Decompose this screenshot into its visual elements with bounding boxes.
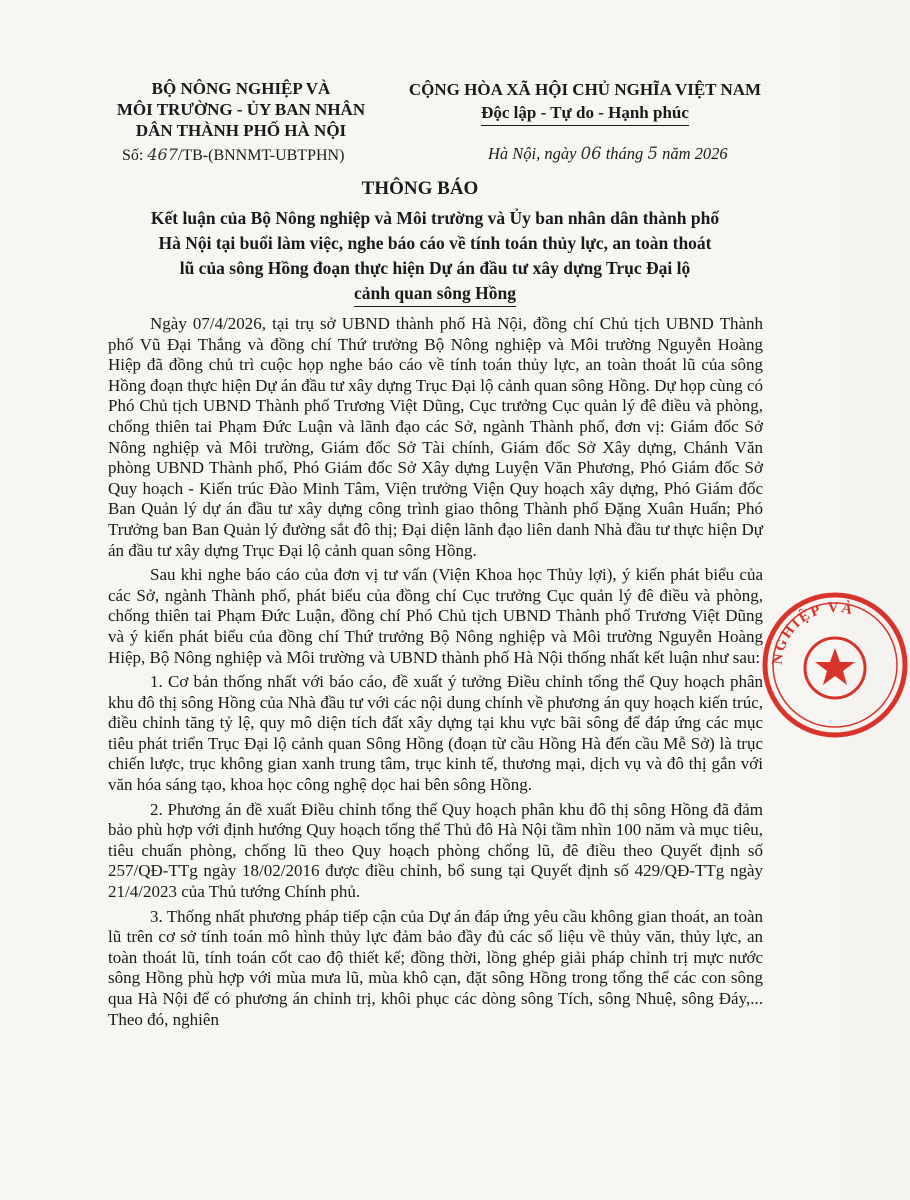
seal-text: NGHIỆP VÀ <box>769 599 856 666</box>
body-paragraph: 2. Phương án đề xuất Điều chỉnh tổng thể Quy hoạch phân khu đô thị sông Hồng đã đảm bảo phù hợp với định hướng Quy hoạch tổng thể Thủ đô Hà Nội tầm nhìn 100 năm và mục tiêu, tiêu chuẩn phòng, chống lũ theo Quy hoạch phòng chống lũ, đê điều theo Quyết định số 257/QĐ-TTg ngày 18/02/2016 được điều chỉnh, bổ sung tại Quyết định số 429/QĐ-TTg ngày 21/4/2023 của Thủ tướng Chính phủ. <box>108 799 763 902</box>
body-paragraph: Ngày 07/4/2026, tại trụ sở UBND thành phố Hà Nội, đồng chí Chủ tịch UBND Thành phố Vũ Đại Thắng và đồng chí Thứ trưởng Bộ Nông nghiệp và Môi trường Nguyễn Hoàng Hiệp đã đồng chủ trì cuộc họp nghe báo cáo về tính toán thủy lực, an toàn thoát lũ của sông Hồng đoạn thực hiện Dự án đầu tư xây dựng Trục Đại lộ cảnh quan sông Hồng. Dự họp cùng có Phó Chủ tịch UBND Thành phố Trương Việt Dũng, Cục trưởng Cục quản lý đê điều và phòng, chống thiên tai Phạm Đức Luận và lãnh đạo các Sở, ngành Thành phố, đơn vị: Giám đốc Sở Nông nghiệp và Môi trường, Giám đốc Sở Tài chính, Giám đốc Sở Xây dựng, Chánh Văn phòng UBND Thành phố, Phó Giám đốc Sở Xây dựng Luyện Văn Phương, Phó Giám đốc Sở Quy hoạch - Kiến trúc Đào Minh Tâm, Viện trưởng Viện Quy hoạch xây dựng, Phó Giám đốc Ban Quản lý dự án đầu tư xây dựng công trình giao thông Thành phố Đặng Xuân Huấn; Phó Trưởng ban Ban Quản lý đường sắt đô thị; Đại diện lãnh đạo liên danh Nhà đầu tư thực hiện Dự án đầu tư xây dựng Trục Đại lộ cảnh quan sông Hồng. <box>108 314 763 560</box>
subtitle-line: lũ của sông Hồng đoạn thực hiện Dự án đầu tư xây dựng Trục Đại lộ <box>179 258 691 278</box>
subtitle-line: Hà Nội tại buổi làm việc, nghe báo cáo về tính toán thủy lực, an toàn thoát <box>158 233 712 253</box>
date-year: năm 2026 <box>662 144 728 163</box>
national-motto: Độc lập - Tự do - Hạnh phúc <box>481 101 689 126</box>
body-paragraph: 1. Cơ bản thống nhất với báo cáo, đề xuất ý tưởng Điều chỉnh tổng thể Quy hoạch phân khu đô thị sông Hồng của Nhà đầu tư với các nội dung chính về phương án quy hoạch kiến trúc, điều chỉnh tăng tỷ lệ, quy mô diện tích đất xây dựng tại khu vực bãi sông để đáp ứng các mục tiêu phát triển Trục Đại lộ cảnh quan Sông Hồng (đoạn từ cầu Hồng Hà đến cầu Mễ Sở) là trục chiến lược, trục không gian xanh trung tâm, trục kinh tế, thương mại, dịch vụ và đô thị gắn với văn hóa sáng tạo, khoa học công nghệ dọc hai bên sông Hồng. <box>108 672 763 795</box>
document-subtitle <box>110 206 760 307</box>
body-paragraph: 3. Thống nhất phương pháp tiếp cận của Dự án đáp ứng yêu cầu không gian thoát, an toàn lũ trên cơ sở tính toán mô hình thủy lực đảm bảo đầy đủ các số liệu về thủy văn, thủy lực, an toàn thoát lũ, tính toán cốt cao độ thiết kế; đồng thời, lồng ghép giải pháp chỉnh trị mực nước sông Hồng phù hợp với mùa mưa lũ, mùa khô cạn, đặt sông Hồng trong tổng thể các con sông qua Hà Nội để có phương án chỉnh trị, khôi phục các dòng sông Tích, sông Nhuệ, sông Đáy,... Theo đó, nghiên <box>108 906 763 1029</box>
issue-date <box>488 144 728 164</box>
body-paragraph: Sau khi nghe báo cáo của đơn vị tư vấn (Viện Khoa học Thủy lợi), ý kiến phát biểu của các Sở, ngành Thành phố, phát biểu của đồng chí Cục trưởng Cục quản lý đê điều và phòng, chống thiên tai Phạm Đức Luận, đồng chí Phó Chủ tịch UBND Thành phố Trương Việt Dũng và ý kiến phát biểu của đồng chí Thứ trưởng Bộ Nông nghiệp và Môi trường Nguyễn Hoàng Hiệp, Bộ Nông nghiệp và Môi trường và UBND thành phố Hà Nội thống nhất kết luận như sau: <box>108 565 763 667</box>
nation-name: CỘNG HÒA XÃ HỘI CHỦ NGHĨA VIỆT NAM <box>408 80 762 99</box>
red-seal-stamp <box>760 590 910 740</box>
issuing-agency <box>96 78 386 141</box>
agency-line: MÔI TRƯỜNG - ỦY BAN NHÂN <box>116 100 366 119</box>
document-number <box>122 145 344 165</box>
document-title: THÔNG BÁO <box>361 178 479 199</box>
subtitle-line: cảnh quan sông Hồng <box>354 281 516 307</box>
doc-number-handwritten: 467 <box>147 145 178 164</box>
date-day-handwritten: 06 <box>580 144 602 163</box>
date-month-label: tháng <box>605 144 644 163</box>
svg-text:NGHIỆP VÀ <box>770 599 856 665</box>
date-month-handwritten: 5 <box>647 144 658 163</box>
doc-number-prefix: Số: <box>122 147 144 164</box>
doc-number-suffix: /TB-(BNNMT-UBTPHN) <box>177 147 345 164</box>
date-place: Hà Nội, ngày <box>488 144 577 163</box>
subtitle-line: Kết luận của Bộ Nông nghiệp và Môi trường và Ủy ban nhân dân thành phố <box>150 208 720 228</box>
national-heading <box>400 78 770 126</box>
agency-line: BỘ NÔNG NGHIỆP VÀ <box>151 79 331 98</box>
agency-line: DÂN THÀNH PHỐ HÀ NỘI <box>135 121 347 140</box>
document-body <box>108 314 763 1034</box>
